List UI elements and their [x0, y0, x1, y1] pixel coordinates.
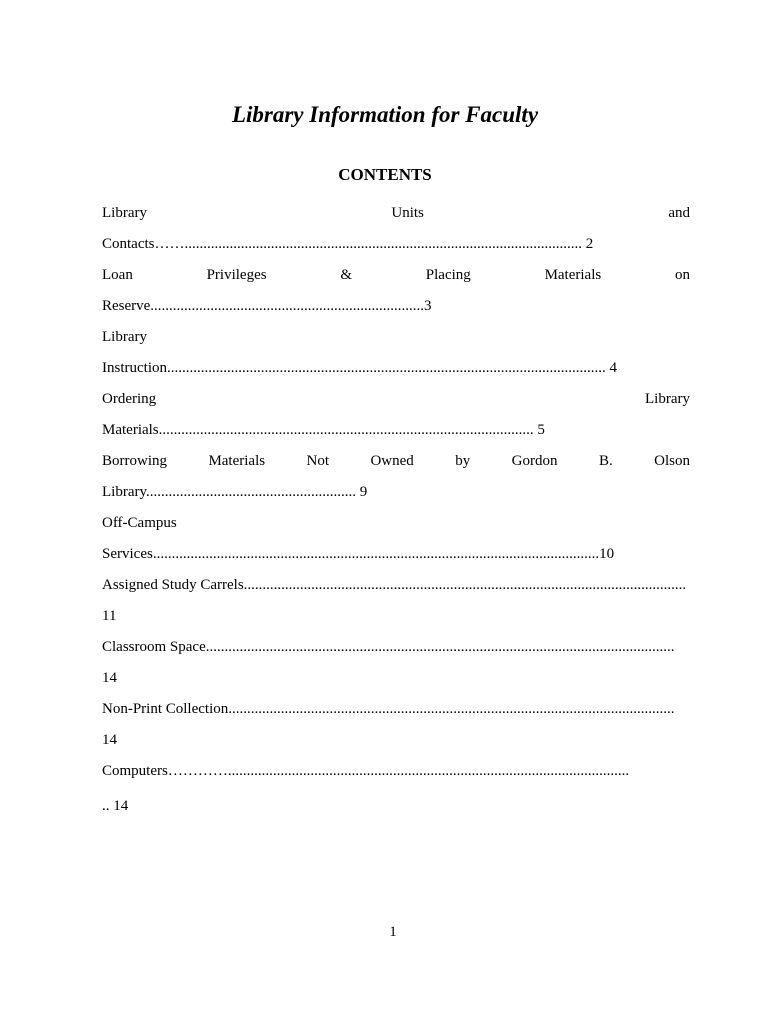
toc-entry-leader: Library........................................................ 9 [102, 484, 368, 500]
document-title: Library Information for Faculty [231, 102, 539, 127]
toc-word: Library [102, 329, 147, 345]
toc-entry-leader: Services.......................................................................................................................10 [102, 546, 615, 562]
toc-entry-leader: Materials.................................................................................................... 5 [102, 422, 545, 438]
toc-word: Gordon [511, 453, 558, 469]
toc-word: Borrowing [102, 453, 167, 469]
toc-word: Library [102, 205, 147, 221]
toc-entry-page: 14 [102, 670, 117, 686]
toc-entry-leader: Instruction..................................................................................................................... 4 [102, 360, 617, 376]
toc-word: Materials [544, 267, 602, 283]
toc-entry-leader: Reserve.........................................................................3 [102, 298, 432, 314]
toc-entry-line [102, 452, 690, 470]
toc-word: Materials [208, 453, 266, 469]
toc-word: and [668, 205, 690, 221]
toc-entry-line: Classroom Space............................................................................................................................. [102, 639, 675, 655]
toc-entry-page: 11 [102, 608, 117, 624]
toc-word: & [340, 267, 353, 283]
toc-word: Ordering [102, 391, 157, 407]
toc-entry-line: Computers…………........................................................................................................... [102, 763, 630, 779]
toc-word: Loan [102, 267, 133, 283]
toc-entry-line [102, 266, 690, 284]
toc-entry-line [102, 328, 690, 346]
toc-entry-line [102, 390, 690, 408]
toc-entry-line: Non-Print Collection....................................................................................................................... [102, 701, 675, 717]
toc-entry-line: Assigned Study Carrels...................................................................................................................... [102, 577, 687, 593]
toc-entry-line [102, 514, 690, 532]
toc-word: Not [306, 453, 330, 469]
toc-entry-leader: Contacts…….......................................................................................................... 2 [102, 236, 594, 252]
toc-word: on [674, 267, 690, 283]
toc-entry-page: .. 14 [102, 798, 129, 814]
contents-heading: CONTENTS [338, 165, 432, 184]
toc-entry-page: 14 [102, 732, 117, 748]
toc-word: Units [391, 205, 424, 221]
toc-word: Owned [370, 453, 414, 469]
toc-word: Olson [654, 453, 690, 469]
toc-word: by [455, 453, 471, 469]
toc-entry-line [102, 204, 690, 222]
toc-word: Privileges [206, 267, 267, 283]
toc-word: B. [598, 453, 613, 469]
page-number: 1 [389, 924, 397, 940]
toc-word: Placing [425, 267, 471, 283]
toc-word: Off-Campus [102, 515, 177, 531]
toc-word: Library [645, 391, 690, 407]
